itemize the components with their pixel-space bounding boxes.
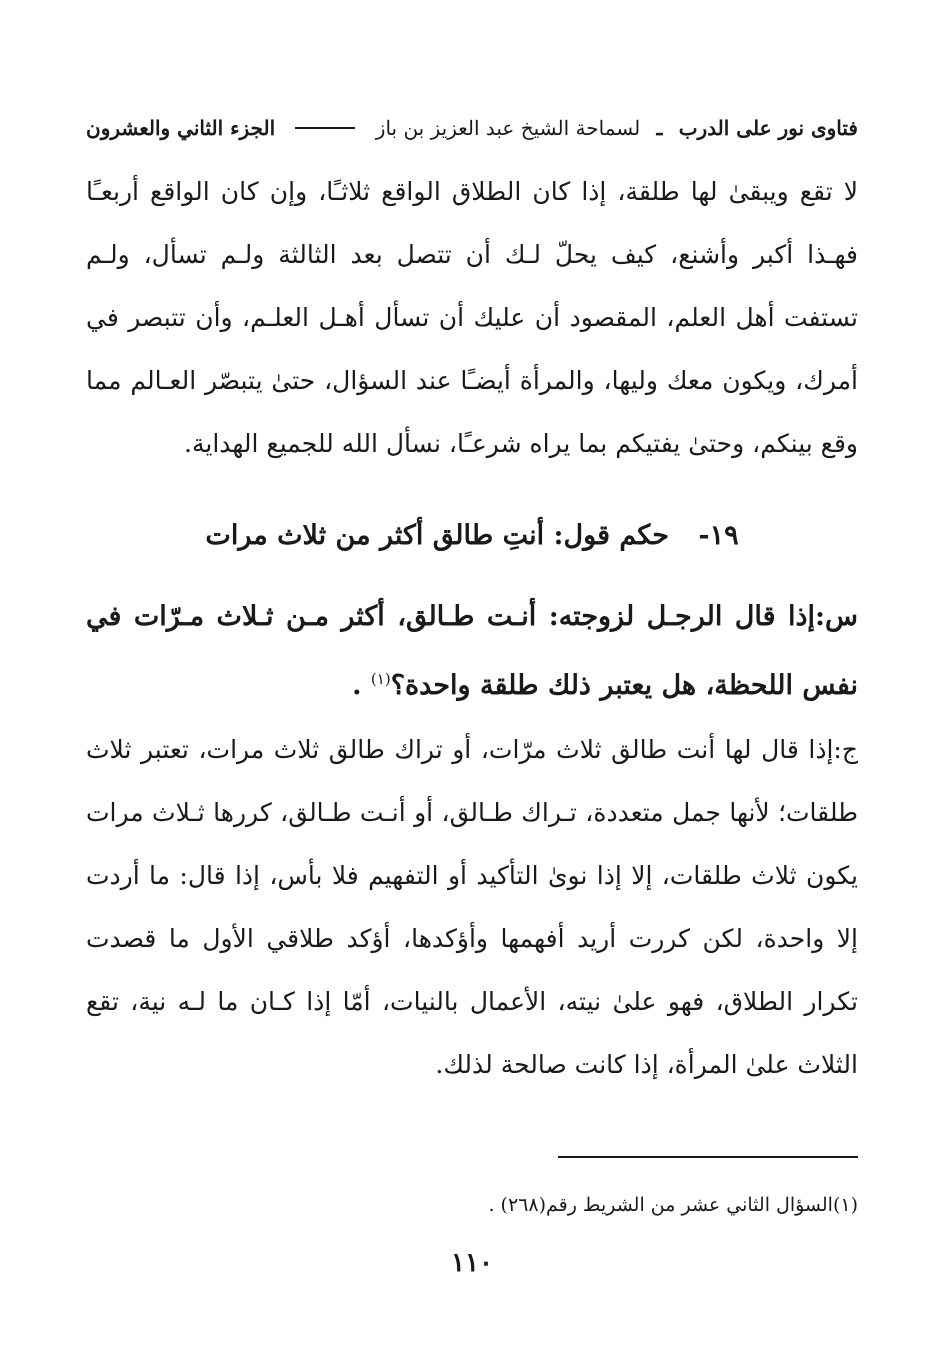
intro-paragraph: لا تقع ويبقىٰ لها طلقة، إذا كان الطلاق الواقع ثلاثـًا، وإن كان الواقع أربعـًا فهـذا أكبر وأشنع، كيف يحلّ لـك أن تتصل بعد الثالثة ولـم تسأل، ولـم تستفت أهل العلم، المقصود أن عليك أن تسأل أهـل العلـم، وأن تتبصر في أمرك، ويكون معك وليها، والمرأة أيضـًا عند السؤال، حتىٰ يتبصّر العـالم مما وقع بينكم، وحتىٰ يفتيكم بما يراه شرعـًا، نسأل الله للجميع الهداية. — [86, 177, 858, 458]
running-header — [86, 108, 858, 148]
header-volume: الجزء الثاني والعشرون — [86, 116, 276, 140]
section-number: ١٩- — [698, 520, 739, 551]
intro-paragraph-block — [86, 160, 858, 475]
section-heading — [86, 508, 858, 564]
answer-block — [86, 718, 858, 1096]
question-text: س:إذا قال الرجـل لزوجته: أنـت طـالق، أكثر مـن ثـلاث مـرّات في نفس اللحظة، هل يعتبر ذلك طلقة واحدة؟ — [86, 601, 858, 701]
question-block — [86, 585, 858, 717]
page-number: ١١٠ — [451, 1248, 493, 1278]
footnote-divider — [558, 1156, 858, 1158]
header-separator: ـ — [656, 116, 663, 140]
header-rule — [295, 127, 355, 129]
footnote-marker: (١) — [370, 670, 391, 688]
section-title: حكم قول: أنتِ طالق أكثر من ثلاث مرات — [205, 520, 669, 551]
header-book-title: فتاوى نور على الدرب — [678, 116, 858, 140]
header-author: لسماحة الشيخ عبد العزيز بن باز — [375, 116, 641, 140]
footnote: (١)السؤال الثاني عشر من الشريط رقم(٢٦٨) . — [488, 1194, 858, 1216]
question-end: . — [352, 670, 362, 701]
answer-text: ج:إذا قال لها أنت طالق ثلاث مرّات، أو تراك طالق ثلاث مرات، تعتبر ثلاث طلقات؛ لأنها جمل متعددة، تـراك طـالق، أو أنـت طـالق، كررها ثـلاث مرات يكون ثلاث طلقات، إلا إذا نوىٰ التأكيد أو التفهيم فلا بأس، إذا قال: ما أردت إلا واحدة، لكن كررت أريد أفهمها وأؤكدها، أؤكد طلاقي الأول ما قصدت تكرار الطلاق، فهو علىٰ نيته، الأعمال بالنيات، أمّا إذا كـان ما لـه نية، تقع الثلاث علىٰ المرأة، إذا كانت صالحة لذلك. — [86, 735, 858, 1079]
